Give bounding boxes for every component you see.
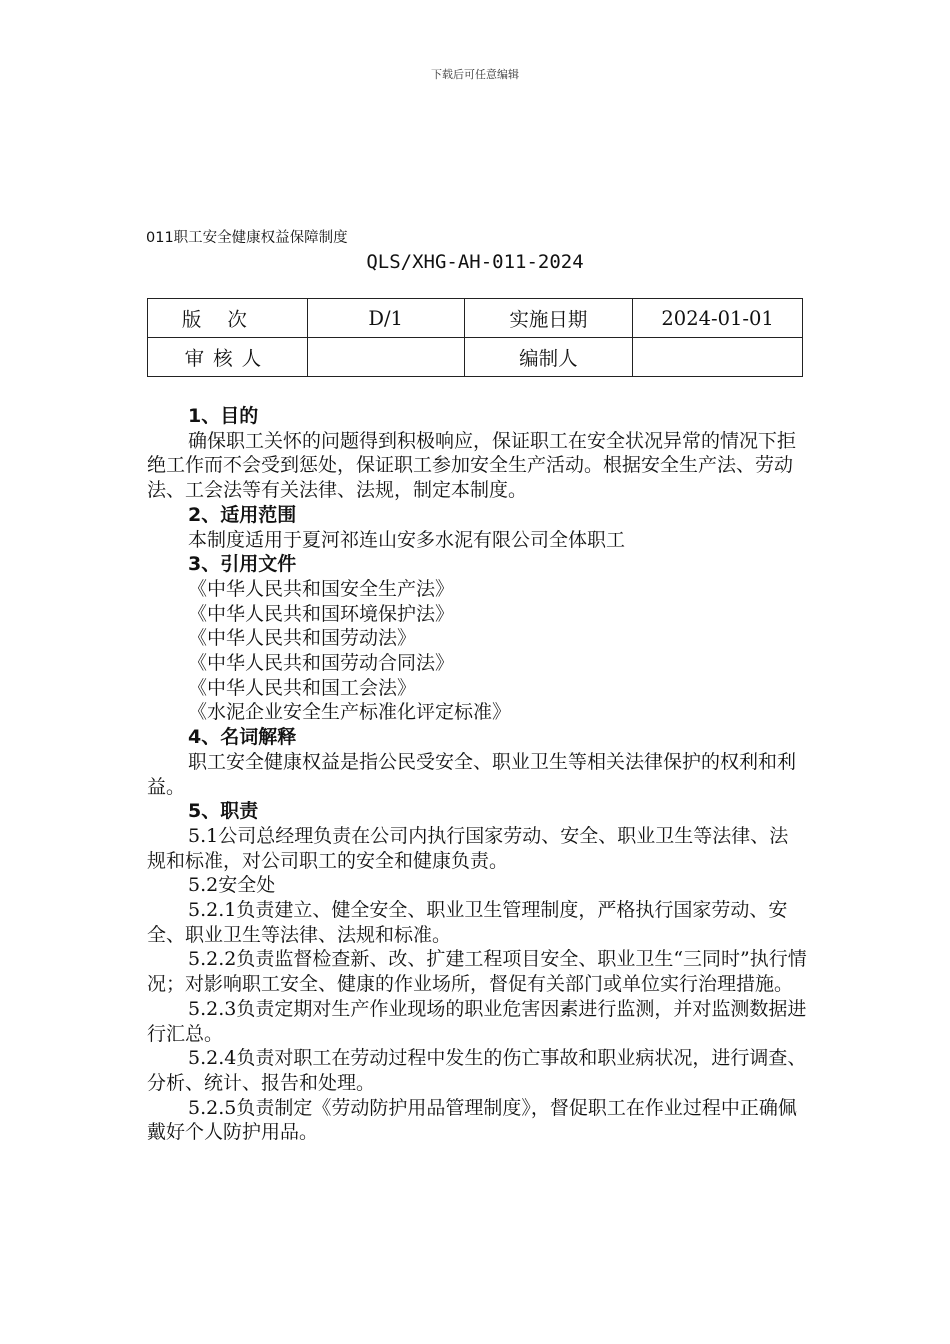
reference-item: 《中华人民共和国劳动合同法》 [188, 652, 455, 675]
reference-item: 《中华人民共和国劳动法》 [188, 627, 417, 650]
clause-5-2-2: 5.2.2负责监督检查新、改、扩建工程项目安全、职业卫生“三同时”执行情况；对影响职工安全、健康的作业场所，督促有关部门或单位实行治理措施。 [147, 948, 807, 996]
edition-label: 版次 [148, 299, 308, 338]
section-text-purpose: 确保职工关怀的问题得到积极响应，保证职工在安全状况异常的情况下拒绝工作而不会受到惩处，保证职工参加安全生产活动。根据安全生产法、劳动法、工会法等有关法律、法规，制定本制度。 [147, 429, 797, 502]
document-info-table [147, 298, 803, 377]
section-heading-responsibilities: 5、职责 [188, 800, 259, 823]
section-heading-scope: 2、适用范围 [188, 503, 297, 526]
info-row-reviewer [148, 338, 803, 377]
author-label: 编制人 [464, 338, 633, 377]
document-body [147, 404, 807, 1145]
clause-5-1: 5.1公司总经理负责在公司内执行国家劳动、安全、职业卫生等法律、法规和标准，对公司职工的安全和健康负责。 [147, 824, 789, 872]
info-row-edition [148, 299, 803, 338]
clause-5-2: 5.2安全处 [188, 874, 276, 897]
clause-5-2-3: 5.2.3负责定期对生产作业现场的职业危害因素进行监测，并对监测数据进行汇总。 [147, 997, 807, 1045]
reference-item: 《水泥企业安全生产标准化评定标准》 [188, 701, 512, 724]
reference-item: 《中华人民共和国工会法》 [188, 676, 417, 699]
watermark-text: 下载后可任意编辑 [431, 68, 519, 81]
edition-value: D/1 [307, 299, 464, 338]
reference-item: 《中华人民共和国环境保护法》 [188, 602, 455, 625]
section-text-definitions: 职工安全健康权益是指公民受安全、职业卫生等相关法律保护的权利和利益。 [147, 750, 797, 798]
reviewer-value [307, 338, 464, 377]
section-heading-references: 3、引用文件 [188, 553, 297, 576]
document-title: 011职工安全健康权益保障制度 [146, 230, 348, 246]
section-heading-definitions: 4、名词解释 [188, 726, 297, 749]
section-heading-purpose: 1、目的 [188, 405, 259, 427]
date-value: 2024-01-01 [633, 299, 803, 338]
clause-5-2-1: 5.2.1负责建立、健全安全、职业卫生管理制度，严格执行国家劳动、安全、职业卫生等法律、法规和标准。 [147, 899, 788, 946]
clause-5-2-4: 5.2.4负责对职工在劳动过程中发生的伤亡事故和职业病状况，进行调查、分析、统计、报告和处理。 [147, 1047, 807, 1094]
author-value [633, 338, 803, 377]
reference-item: 《中华人民共和国安全生产法》 [188, 577, 455, 600]
date-label: 实施日期 [464, 299, 633, 338]
document-code: QLS/XHG-AH-011-2024 [366, 251, 584, 273]
clause-5-2-5: 5.2.5负责制定《劳动防护用品管理制度》，督促职工在作业过程中正确佩戴好个人防护用品。 [147, 1096, 797, 1144]
section-text-scope: 本制度适用于夏河祁连山安多水泥有限公司全体职工 [188, 528, 626, 551]
reviewer-label: 审核人 [148, 338, 308, 377]
